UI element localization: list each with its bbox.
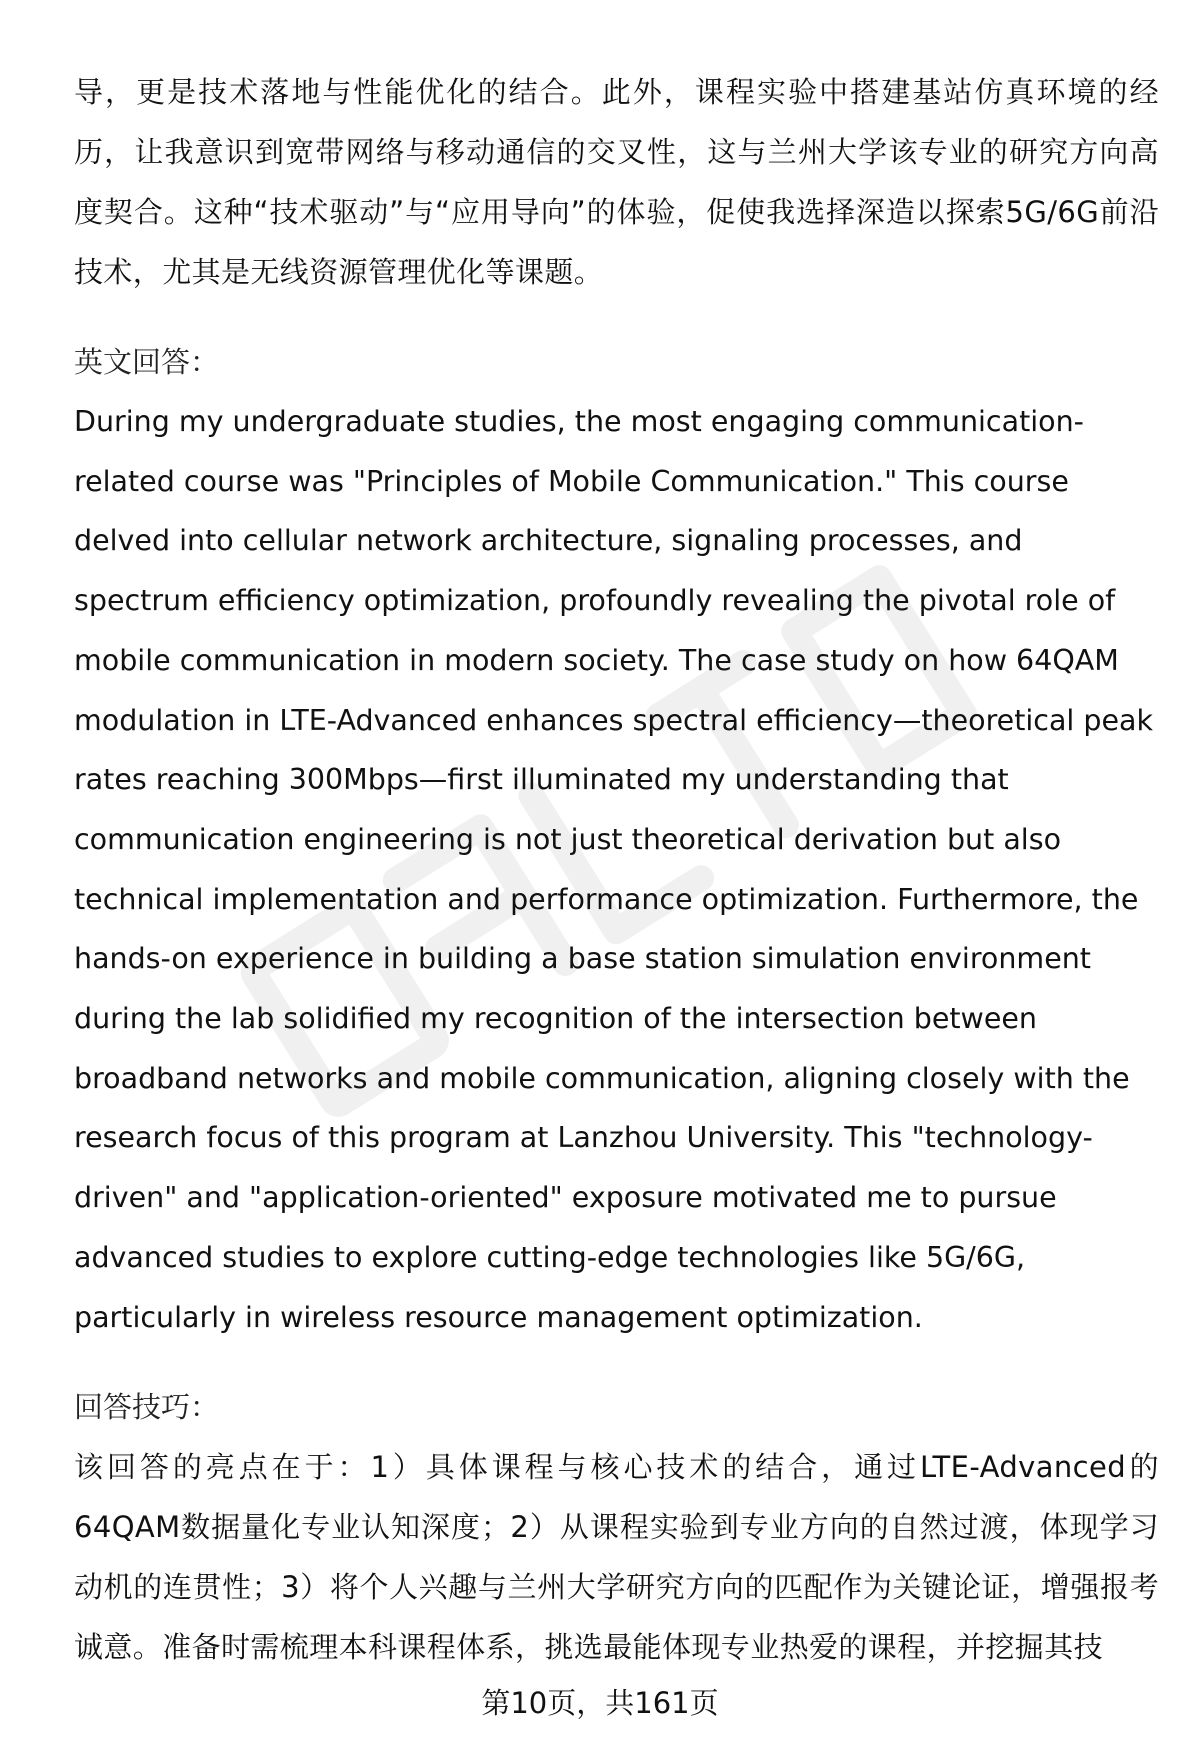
section-gap bbox=[74, 1347, 1159, 1377]
cn-paragraph-continuation: 导，更是技术落地与性能优化的结合。此外，课程实验中搭建基站仿真环境的经历，让我意识到宽带网络与移动通信的交叉性，这与兰州大学该专业的研究方向高度契合。这种“技术驱动”与“应用导向”的体验，促使我选择深造以探索5G/6G前沿技术，尤其是无线资源管理优化等课题。 bbox=[74, 75, 1159, 289]
english-answer-text: During my undergraduate studies, the most engaging communication-related course was "Principles of Mobile Communication." This course delved into cellular network architecture, signaling processes, and spectrum efficiency optimization, profoundly revealing the pivotal role of mobile communication in modern society. The case study on how 64QAM modulation in LTE-Advanced enhances spectral efficiency—theoretical peak rates reaching 300Mbps—first illuminated my understanding that communication engineering is not just theoretical derivation but also technical implementation and performance optimization. Furthermore, the hands-on experience in building a base station simulation environment during the lab solidified my recognition of the intersection between broadband networks and mobile communication, aligning closely with the research focus of this program at Lanzhou University. This "technology-driven" and "application-oriented" exposure motivated me to pursue advanced studies to explore cutting-edge technologies like 5G/6G, particularly in wireless resource management optimization. bbox=[74, 405, 1154, 1334]
tips-text: 该回答的亮点在于：1）具体课程与核心技术的结合，通过LTE-Advanced的64QAM数据量化专业认知深度；2）从课程实验到专业方向的自然过渡，体现学习动机的连贯性；3）将个人兴趣与兰州大学研究方向的匹配作为关键论证，增强报考诚意。准备时需梳理本科课程体系，挑选最能体现专业热爱的课程，并挖掘其技 bbox=[74, 1450, 1159, 1665]
document-body bbox=[74, 62, 1159, 1677]
page-indicator: 第10页，共161页 bbox=[481, 1686, 719, 1720]
tips-label: 回答技巧： bbox=[74, 1390, 220, 1425]
section-gap bbox=[74, 302, 1159, 332]
english-answer-label: 英文回答： bbox=[74, 345, 220, 379]
